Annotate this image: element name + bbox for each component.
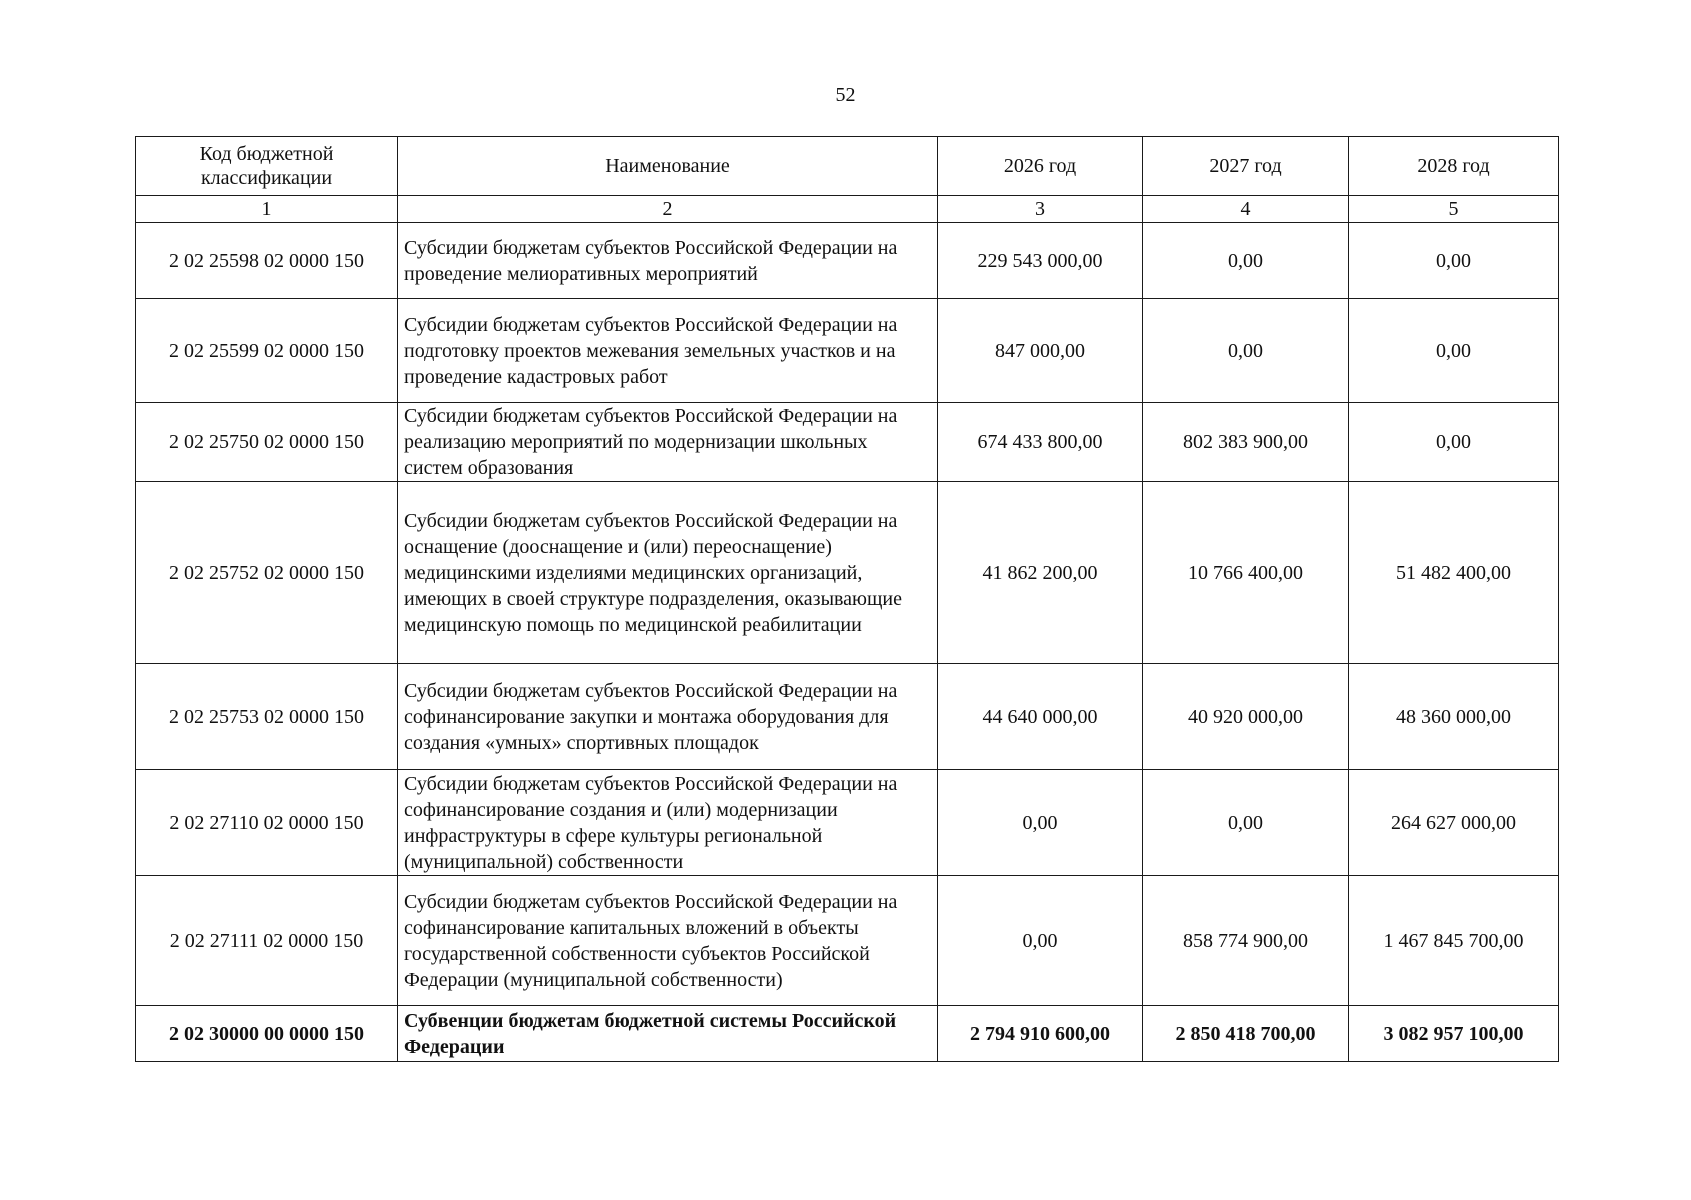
amount-2027: 10 766 400,00	[1143, 482, 1349, 664]
amount-2028: 0,00	[1349, 223, 1559, 299]
amount-2027: 858 774 900,00	[1143, 876, 1349, 1006]
amount-2026: 0,00	[938, 876, 1143, 1006]
amount-2028: 264 627 000,00	[1349, 770, 1559, 876]
table-row	[136, 299, 1559, 403]
amount-2028: 0,00	[1349, 299, 1559, 403]
amount-2027: 0,00	[1143, 299, 1349, 403]
column-number: 5	[1349, 196, 1559, 223]
budget-code: 2 02 25752 02 0000 150	[136, 482, 398, 664]
amount-2028: 1 467 845 700,00	[1349, 876, 1559, 1006]
amount-2027: 0,00	[1143, 770, 1349, 876]
item-name: Субсидии бюджетам субъектов Российской Федерации на софинансирование капитальных вложений в объекты государственной собственности субъектов Российской Федерации (муниципальной собственности)	[398, 876, 938, 1006]
item-name: Субсидии бюджетам субъектов Российской Федерации на оснащение (дооснащение и (или) переоснащение) медицинскими изделиями медицинских организаций, имеющих в своей структуре подразделения, оказывающие медицинскую помощь по медицинской реабилитации	[398, 482, 938, 664]
item-name: Субсидии бюджетам субъектов Российской Федерации на проведение мелиоративных мероприятий	[398, 223, 938, 299]
table-header-row	[136, 137, 1559, 196]
item-name: Субвенции бюджетам бюджетной системы Российской Федерации	[398, 1006, 938, 1062]
amount-2028: 51 482 400,00	[1349, 482, 1559, 664]
item-name: Субсидии бюджетам субъектов Российской Федерации на реализацию мероприятий по модернизации школьных систем образования	[398, 403, 938, 482]
header-2026: 2026 год	[938, 137, 1143, 196]
table-row	[136, 770, 1559, 876]
amount-2027: 40 920 000,00	[1143, 664, 1349, 770]
amount-2026: 229 543 000,00	[938, 223, 1143, 299]
column-number: 2	[398, 196, 938, 223]
amount-2026: 0,00	[938, 770, 1143, 876]
budget-code: 2 02 25599 02 0000 150	[136, 299, 398, 403]
table-row	[136, 482, 1559, 664]
table-row	[136, 876, 1559, 1006]
amount-2027: 0,00	[1143, 223, 1349, 299]
table-row	[136, 403, 1559, 482]
amount-2026: 847 000,00	[938, 299, 1143, 403]
table-row	[136, 223, 1559, 299]
amount-2027: 802 383 900,00	[1143, 403, 1349, 482]
amount-2028: 0,00	[1349, 403, 1559, 482]
column-number: 4	[1143, 196, 1349, 223]
table-row	[136, 664, 1559, 770]
header-code: Код бюджетной классификации	[136, 137, 398, 196]
item-name: Субсидии бюджетам субъектов Российской Федерации на софинансирование закупки и монтажа оборудования для создания «умных» спортивных площадок	[398, 664, 938, 770]
budget-code: 2 02 27110 02 0000 150	[136, 770, 398, 876]
amount-2026: 2 794 910 600,00	[938, 1006, 1143, 1062]
amount-2026: 41 862 200,00	[938, 482, 1143, 664]
budget-table	[135, 136, 1559, 1062]
budget-code: 2 02 25750 02 0000 150	[136, 403, 398, 482]
table-row-total	[136, 1006, 1559, 1062]
amount-2026: 674 433 800,00	[938, 403, 1143, 482]
amount-2028: 3 082 957 100,00	[1349, 1006, 1559, 1062]
budget-code: 2 02 25598 02 0000 150	[136, 223, 398, 299]
header-name: Наименование	[398, 137, 938, 196]
amount-2028: 48 360 000,00	[1349, 664, 1559, 770]
header-2028: 2028 год	[1349, 137, 1559, 196]
column-number: 3	[938, 196, 1143, 223]
budget-code: 2 02 30000 00 0000 150	[136, 1006, 398, 1062]
item-name: Субсидии бюджетам субъектов Российской Федерации на подготовку проектов межевания земельных участков и на проведение кадастровых работ	[398, 299, 938, 403]
budget-code: 2 02 25753 02 0000 150	[136, 664, 398, 770]
page-number: 52	[835, 84, 856, 106]
item-name: Субсидии бюджетам субъектов Российской Федерации на софинансирование создания и (или) модернизации инфраструктуры в сфере культуры региональной (муниципальной) собственности	[398, 770, 938, 876]
column-number: 1	[136, 196, 398, 223]
column-number-row	[136, 196, 1559, 223]
header-2027: 2027 год	[1143, 137, 1349, 196]
amount-2027: 2 850 418 700,00	[1143, 1006, 1349, 1062]
amount-2026: 44 640 000,00	[938, 664, 1143, 770]
budget-code: 2 02 27111 02 0000 150	[136, 876, 398, 1006]
